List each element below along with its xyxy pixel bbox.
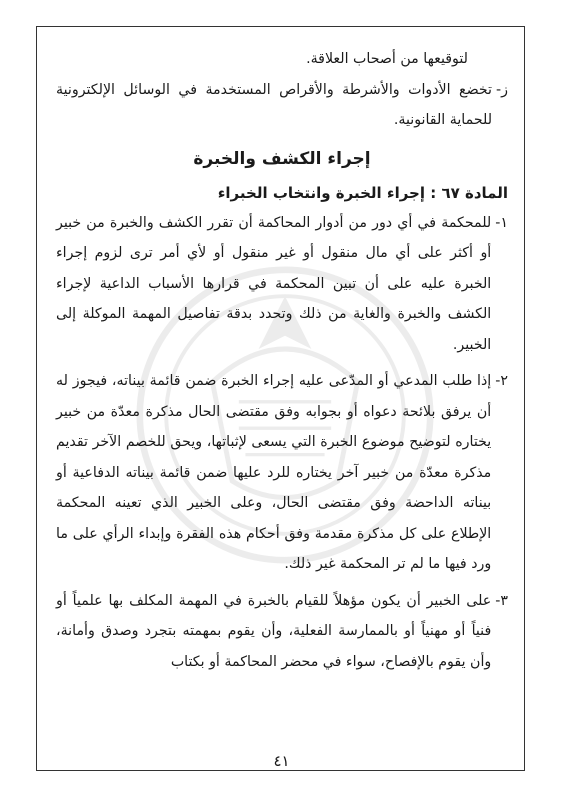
clause-3-label: ٣- [495, 592, 508, 609]
continuation-line: لتوقيعها من أصحاب العلاقة. [306, 51, 468, 67]
clause-2 [56, 366, 508, 580]
clause-1-label: ١- [495, 214, 508, 231]
item-z-label: ز- [496, 81, 508, 98]
clause-3 [56, 586, 508, 678]
document-body [56, 44, 508, 677]
item-z-text: تخضع الأدوات والأشرطة والأقراص المستخدمة في الوسائل الإلكترونية للحماية القانونية. [56, 81, 493, 128]
page-number-text: ٤١ [263, 752, 299, 770]
section-title: إجراء الكشف والخبرة [193, 148, 371, 169]
item-z [56, 75, 508, 136]
clause-2-text: إذا طلب المدعي أو المدّعى عليه إجراء الخبرة ضمن قائمة بيناته، فيجوز له أن يرفق بلائحة دعواه أو بجوابه وفق مقتضى الحال مذكرة معدّة من خبير يختاره لتوضيح موضوع الخبرة التي يسعى لإثباتها، ويحق للخصم الآخر تقديم مذكرة معدّة من خبير آخر يختاره للرد عليها ضمن قائمة بيناته الدفاعية أو بيناته الداحضة وفق مقتضى الحال، وعلى الخبير الذي تعينه المحكمة الإطلاع على كل مذكرة مقدمة وفق أحكام هذه الفقرة وإبداء الرأي على ما ورد فيها ما لم تر المحكمة غير ذلك. [56, 373, 492, 572]
article-title: المادة ٦٧ : إجراء الخبرة وانتخاب الخبراء [217, 183, 508, 202]
clause-1 [56, 208, 508, 361]
page-number [0, 752, 563, 770]
clause-3-text: على الخبير أن يكون مؤهلاً للقيام بالخبرة في المهمة المكلف بها علمياً أو فنياً أو مهنياً أو بالممارسة الفعلية، وأن يقوم بمهمته بتجرد وصدق وأمانة، وأن يقوم بالإفصاح، سواء في محضر المحاكمة أو بكتاب [56, 592, 492, 670]
clause-1-text: للمحكمة في أي دور من أدوار المحاكمة أن تقرر الكشف والخبرة من خبير أو أكثر على أي مال منقول أو غير منقول أو لأي أمر ترى لزوم إجراء الخبرة عليه على أن تبين المحكمة في قرارها الأسباب الداعية لإجراء الكشف والخبرة والغاية من ذلك وتحدد بدقة تفاصيل المهمة الموكلة إلى الخبير. [56, 214, 492, 353]
clause-2-label: ٢- [495, 373, 508, 389]
